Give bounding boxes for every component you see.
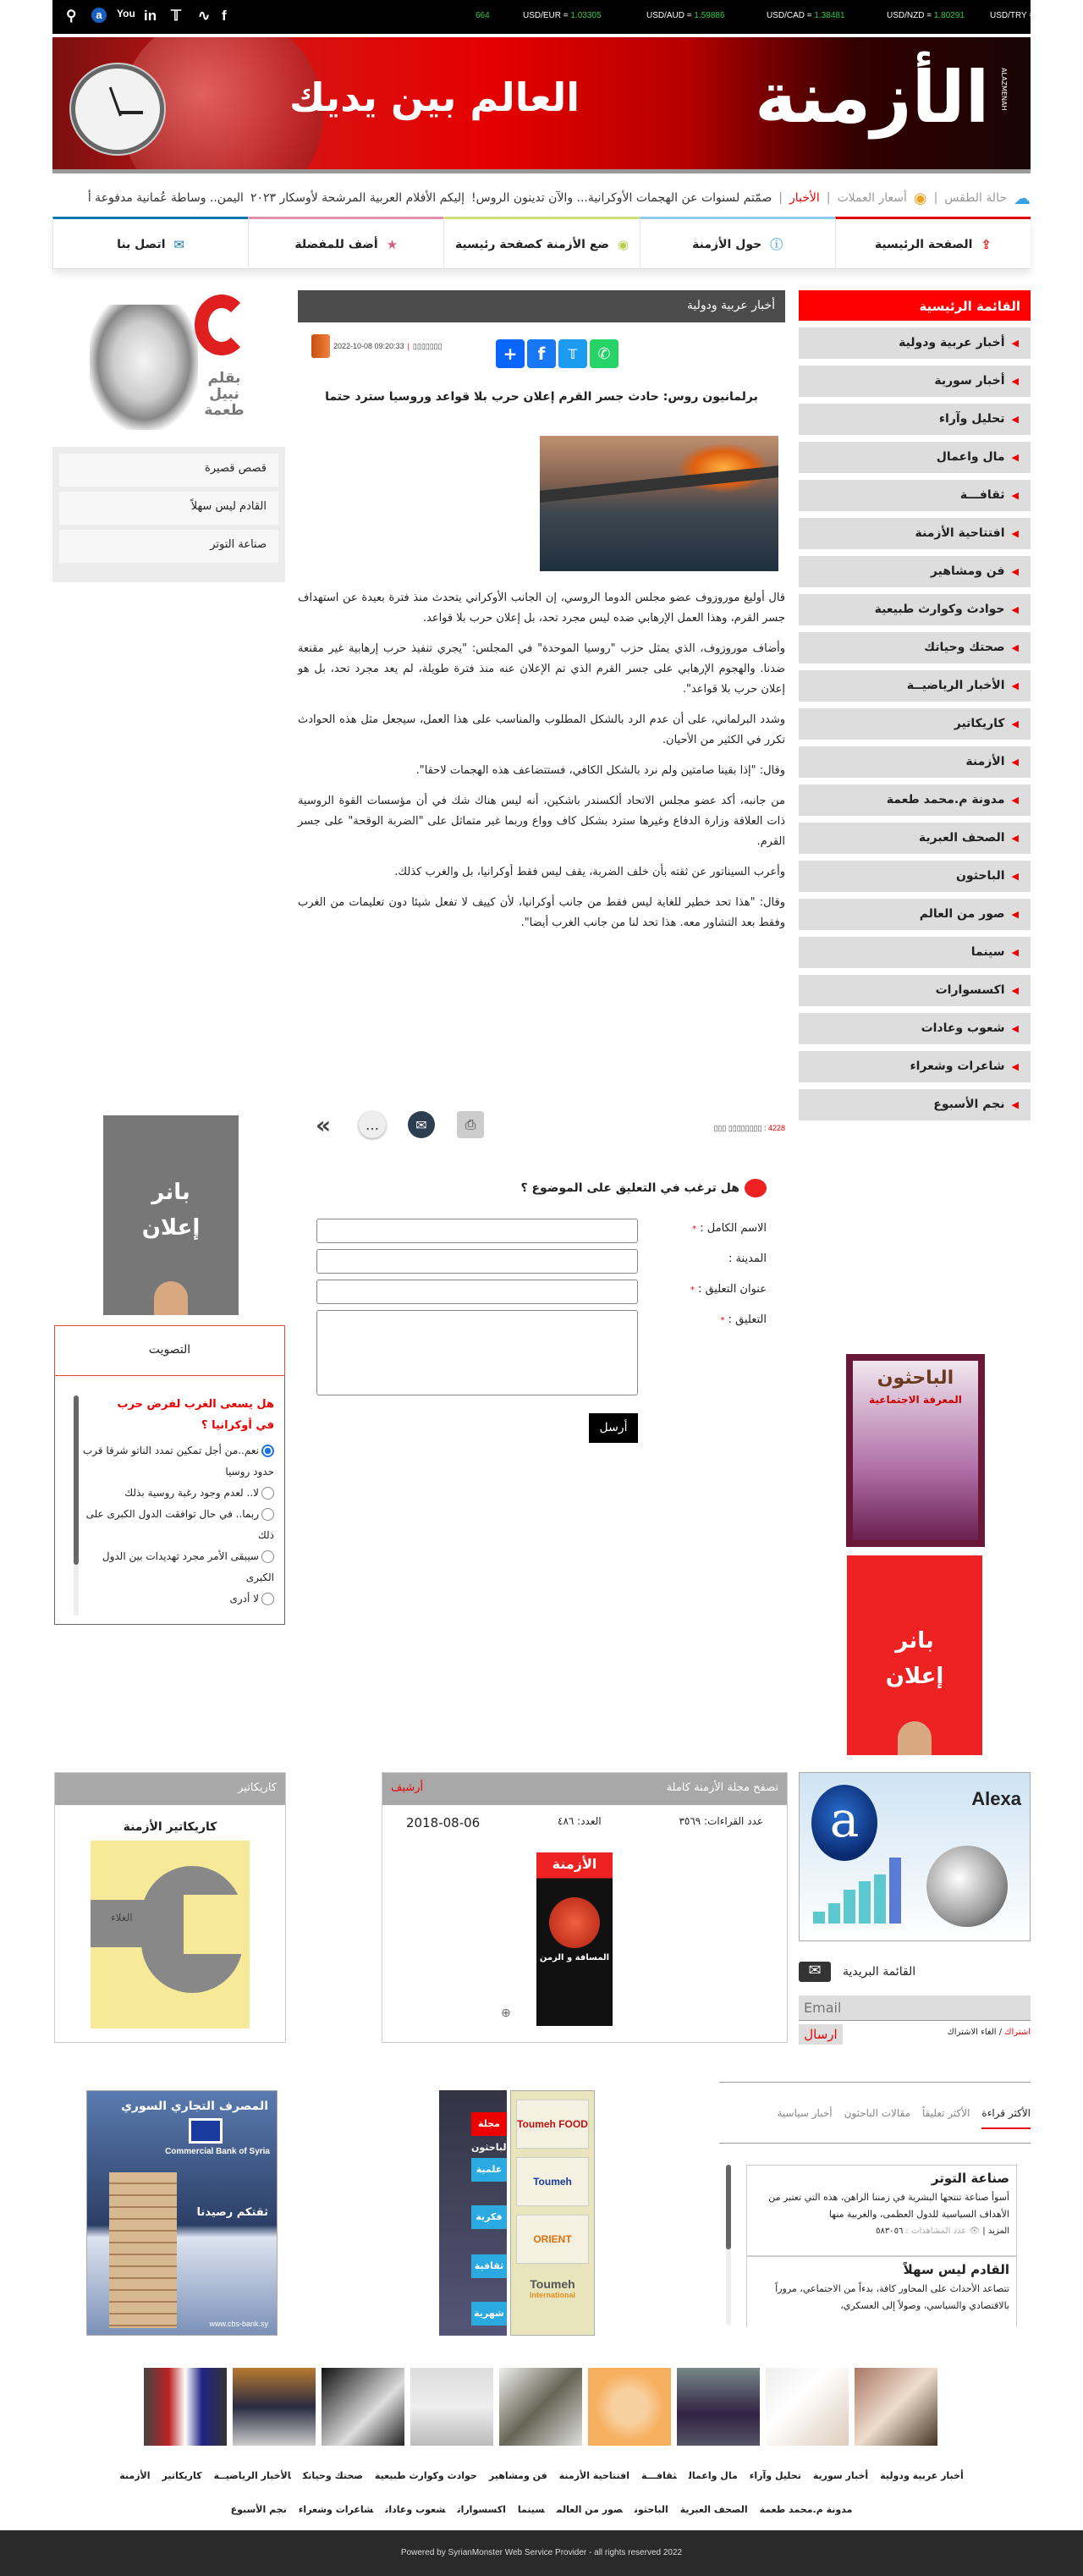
footer-nav-link[interactable]: الأخبار الرياضيــة — [213, 2470, 291, 2481]
field-city — [316, 1249, 785, 1274]
magazine-date: 2018-08-06 — [406, 1815, 481, 1830]
photo-thumb[interactable] — [855, 2368, 937, 2446]
field-fullname — [316, 1219, 785, 1244]
share-plus-button[interactable]: + — [496, 339, 525, 368]
article-views: ▯▯▯ ▯▯▯▯▯▯▯▯ : 4228 — [713, 1124, 785, 1132]
menu-item[interactable] — [799, 480, 1031, 511]
submit-comment-button[interactable]: أرسل — [589, 1413, 638, 1443]
caricature-caption: الغلاء — [111, 1912, 133, 1924]
caricature-header[interactable]: كاريكاتير — [55, 1773, 285, 1805]
caret-left-icon: ◀ — [1011, 604, 1019, 615]
poll-options — [80, 1440, 274, 1610]
rss-icon[interactable]: ∿ — [198, 8, 211, 24]
magazine-issue: العدد: ٤٨٦ — [558, 1815, 602, 1827]
menu-item-label: تحليل وآراء — [938, 412, 1005, 426]
article-paragraph: من جانبه، أكد عضو مجلس الاتحاد ألكسندر باشكين، أنه ليس هناك شك في أن مؤسسات القوة الروسية ذات العلاقة وزارة الدفاع وغيرها سترد بشكل كاف وواع وربما غير متماثل على "الضربة الوقحة" على جسر القرم. — [298, 795, 785, 848]
eye-icon: 👁 — [969, 2226, 981, 2236]
article-paragraph: وشدد البرلماني، على أن عدم الرد بالشكل المطلوب والمناسب على هذا العمل، سيجعل مثل هذه الحوادث تكرر في الكثير من الأحيان. — [298, 713, 785, 746]
poll-option-label: نعم..من أجل تمكين تمدد الناتو شرقا قرب حدود روسيا — [82, 1445, 274, 1478]
menu-item-label: فن ومشاهير — [930, 564, 1005, 578]
ad-child-image — [154, 1281, 188, 1315]
currency-rate: USD/AUD = 1.59886 — [646, 11, 725, 20]
ad-label: فكرية — [471, 2205, 507, 2229]
caret-left-icon: ◀ — [1011, 1099, 1019, 1110]
article-paragraph: وقال: "هذا تحد خطير للغاية ليس فقط من جانب أوكرانيا، لأن كييف لا تفعل شيئا دون تعليمات من الغرب وفقط بعد التشاور معه. هذا تحد لنا من جانب الغرب أيضا". — [298, 896, 785, 929]
footer-nav-link[interactable]: الباحثون — [634, 2504, 668, 2515]
alexa-widget[interactable] — [799, 1772, 1031, 1941]
menu-item-label: سينما — [970, 945, 1005, 959]
ad-title: المصرف التجاري السوري — [121, 2100, 268, 2113]
site-logo-sub: ALAZMENAH — [1000, 68, 1008, 111]
menu-item-label: أخبار سورية — [934, 374, 1005, 388]
nav-contact[interactable] — [52, 217, 248, 269]
currencies-link[interactable]: أسعار العملات — [837, 191, 907, 205]
twitter-icon[interactable]: 𝕋 — [171, 8, 182, 24]
email-icon[interactable]: ✉ — [408, 1111, 435, 1138]
weather-icon[interactable]: ☁ — [1014, 188, 1031, 208]
mailing-list — [799, 1962, 1031, 2045]
menu-item-label: شعوب وعادات — [921, 1021, 1005, 1035]
caret-left-icon: ◀ — [1011, 833, 1019, 844]
card-title: صناعة التوتر — [931, 2171, 1009, 2186]
menu-item[interactable] — [799, 784, 1031, 816]
main-nav — [52, 217, 1031, 269]
footer-nav-link[interactable]: مال واعمال — [688, 2470, 738, 2481]
share-buttons — [496, 339, 618, 368]
footer-nav-link[interactable]: مدونة م.محمد طعمة — [759, 2504, 853, 2515]
comment-icon[interactable]: … — [359, 1111, 386, 1138]
ad-banner-right[interactable] — [847, 1555, 982, 1755]
footer-copyright: Powered by SyrianMonster Web Service Provider - all rights reserved 2022 — [0, 2530, 1083, 2576]
toumeh-ad[interactable] — [510, 2090, 595, 2336]
article-author: ▯▯▯▯▯▯▯ — [412, 341, 443, 350]
author-link[interactable]: قصص قصيرة — [59, 454, 278, 487]
comment-form — [298, 1176, 785, 1456]
caret-left-icon: ◀ — [1011, 1023, 1019, 1034]
article-tools — [310, 1111, 484, 1138]
ad-label: ثقافية — [471, 2254, 507, 2278]
ad-brand: Toumeh — [516, 2157, 589, 2206]
menu-item[interactable] — [799, 1051, 1031, 1082]
menu-item[interactable] — [799, 442, 1031, 473]
menu-item[interactable] — [799, 937, 1031, 968]
homepage-icon: ◉ — [617, 236, 629, 252]
photo-thumb[interactable] — [144, 2368, 227, 2446]
menu-item-label: كاريكاتير — [954, 717, 1005, 730]
views-label: عدد المشاهدات : — [905, 2226, 967, 2236]
zoom-in-icon[interactable]: ⊕ — [501, 2006, 511, 2020]
field-label: التعليق : * — [720, 1313, 767, 1326]
article-body — [298, 588, 785, 944]
magazine-cover[interactable] — [536, 1852, 613, 2026]
ad-text: بانر — [895, 1628, 934, 1654]
magazine-header: تصفح مجلة الأزمنة كاملة — [666, 1781, 778, 1794]
footer-nav-link[interactable]: افتتاحية الأزمنة — [558, 2470, 630, 2481]
ad-magazine-subtitle: المعرفة الاجتماعية — [869, 1394, 962, 1406]
menu-item[interactable] — [799, 1013, 1031, 1044]
bahithoon-magazine-ad[interactable] — [846, 1354, 985, 1547]
footer-nav-link[interactable]: الأزمنة — [119, 2470, 151, 2481]
subscribe-link[interactable]: اشتراك — [1004, 2028, 1031, 2037]
caret-left-icon: ◀ — [1011, 338, 1019, 349]
ad-brand: Toumeh International — [529, 2277, 575, 2299]
alexa-icon[interactable]: a — [91, 8, 107, 23]
nav-label: ضع الأزمنة كصفحة رئيسية — [454, 237, 609, 251]
most-read-card[interactable] — [746, 2165, 1017, 2256]
author-box[interactable] — [85, 294, 254, 440]
cbs-logo — [189, 2118, 223, 2144]
ad-banner-left[interactable] — [103, 1115, 239, 1315]
site-logo[interactable]: الأزمنة — [755, 56, 990, 139]
twitter-share-button[interactable]: 𝕋 — [558, 339, 587, 368]
tab-most-commented[interactable]: الأكثر تعليقاً — [922, 2107, 970, 2119]
ad-name: Commercial Bank of Syria — [165, 2147, 270, 2156]
nav-label: اتصل بنا — [117, 237, 166, 251]
menu-item-label: حوادث وكوارث طبيعية — [874, 603, 1005, 616]
photo-thumb[interactable] — [588, 2368, 671, 2446]
ad-text: إعلان — [885, 1664, 944, 1689]
menu-item-label: الباحثون — [955, 869, 1005, 883]
menu-item-label: الأخبار الرياضيــة — [906, 679, 1005, 692]
caret-left-icon: ◀ — [1011, 795, 1019, 806]
poll-option-label: لا أدرى — [229, 1593, 259, 1604]
caret-left-icon: ◀ — [1011, 985, 1019, 996]
menu-item-label: مدونة م.محمد طعمة — [886, 793, 1005, 806]
poll-scrollbar[interactable] — [74, 1395, 79, 1616]
caret-left-icon: ◀ — [1011, 414, 1019, 425]
search-icon[interactable]: ⚲ — [66, 8, 77, 24]
cbs-bank-ad[interactable] — [86, 2090, 278, 2336]
ticker-item[interactable]: اليمن.. وساطة عُمانية مدفوعة أ — [87, 191, 244, 205]
poll-question: هل يسعى الغرب لفرض حرب في أوكرانيا ؟ — [117, 1398, 274, 1432]
menu-item-label: نجم الأسبوع — [933, 1098, 1005, 1111]
card-text: تتصاعد الأحداث على المحاور كافة، بدءاً من الاجتماعي، مروراً بالاقتصادي والسياسي، وصولاً إلى العسكري، — [775, 2283, 1009, 2311]
back-icon[interactable]: « — [315, 1110, 332, 1139]
tab-political-news[interactable]: أخبار سياسية — [777, 2107, 833, 2119]
alexa-logo-icon: a — [811, 1785, 877, 1861]
card-text: أسوأ صناعة تنتجها البشرية في زمننا الراهن، هذه التي تعتبر من الأهداف السياسية للدول العظمى، والغربية منها — [768, 2192, 1009, 2220]
contact-icon: ✉ — [173, 236, 185, 252]
card-title: القادم ليس سهلاً — [903, 2262, 1009, 2277]
article — [298, 290, 785, 1162]
field-comment-title — [316, 1280, 785, 1305]
whatsapp-share-button[interactable]: ✆ — [590, 339, 618, 368]
caret-left-icon: ◀ — [1011, 871, 1019, 882]
author-name: بقلم نبيل طعمة — [204, 370, 245, 419]
ad-magazine-title: الباحثون — [877, 1368, 954, 1389]
menu-item-label: ثقافـــة — [959, 488, 1005, 502]
tab-most-read[interactable]: الأكثر قراءة — [981, 2107, 1031, 2129]
footer-nav-link[interactable]: تحليل وآراء — [749, 2470, 801, 2481]
nav-favorites[interactable] — [248, 217, 443, 269]
menu-item[interactable] — [799, 861, 1031, 892]
send-button[interactable]: ارسال — [799, 2024, 843, 2045]
email-input[interactable] — [799, 1995, 1031, 2021]
menu-item-label: اكسسوارات — [935, 983, 1005, 997]
poll-option[interactable] — [80, 1588, 274, 1610]
footer-nav-link[interactable]: أخبار عربية ودولية — [880, 2470, 964, 2481]
footer-nav-link[interactable]: كاريكاتير — [162, 2470, 202, 2481]
comment-title-input[interactable] — [316, 1280, 638, 1304]
menu-item-label: أخبار عربية ودولية — [899, 336, 1005, 350]
author-link[interactable]: صناعة التوتر — [59, 530, 278, 563]
currency-rate: USD/TRY = — [990, 11, 1035, 20]
home-icon: ⇪ — [981, 236, 992, 252]
ticker-item[interactable]: صمّتم لسنوات عن الهجمات الأوكرانية... والآن تدينون الروس! — [471, 191, 772, 205]
news-ticker — [52, 179, 1031, 213]
menu-item[interactable] — [799, 1089, 1031, 1120]
ad-slogan: ثقتكم رصيدنا — [196, 2206, 268, 2219]
caret-left-icon: ◀ — [1011, 490, 1019, 501]
radio-button[interactable] — [261, 1593, 274, 1605]
separator: | — [933, 191, 938, 205]
caricature-title: كاريكاتير الأزمنة — [123, 1820, 217, 1834]
magazine-widget — [382, 1772, 788, 2043]
nav-set-homepage[interactable] — [443, 217, 639, 269]
caret-left-icon: ◀ — [1011, 642, 1019, 653]
banner-divider — [52, 169, 1031, 173]
footer-nav-link[interactable]: اكسسوارات — [457, 2504, 506, 2515]
field-label: المدينة : — [728, 1252, 767, 1265]
comment-textarea[interactable] — [316, 1310, 638, 1395]
most-read-scrollbar[interactable] — [726, 2165, 731, 2326]
footer-nav-link[interactable]: صحتك وحياتك — [302, 2470, 363, 2481]
poll-option[interactable] — [80, 1504, 274, 1546]
poll-title: التصويت — [54, 1325, 285, 1376]
mailing-title: القائمة البريدية — [843, 1965, 916, 1979]
photo-strip — [144, 2368, 941, 2447]
author-portrait — [90, 305, 198, 430]
footer-nav-link[interactable]: ثقافـــة — [641, 2470, 677, 2481]
ad-child-image — [898, 1721, 932, 1755]
article-paragraph: وقال: "إذا بقينا صامتين ولم نرد بالشكل الكافي، فستتضاعف هذه الهجمات لاحقا". — [415, 764, 785, 777]
menu-item-label: شاعرات وشعراء — [910, 1060, 1005, 1073]
footer-nav-link[interactable]: صور من العالم — [556, 2504, 623, 2515]
radio-button[interactable] — [261, 1550, 274, 1563]
menu-item[interactable] — [799, 404, 1031, 435]
linkedin-icon[interactable]: in — [144, 8, 157, 24]
news-label: الأخبار — [789, 191, 820, 205]
most-read-widget — [719, 2082, 1031, 2329]
header-banner[interactable] — [52, 37, 1031, 169]
cover-title: المسافة و الزمن — [539, 1953, 610, 1962]
radio-button[interactable] — [261, 1508, 274, 1521]
ad-text: إعلان — [141, 1215, 201, 1241]
nav-label: أضف للمفضلة — [294, 237, 378, 251]
author-links — [52, 447, 285, 582]
poll-option-label: سيبقى الأمر مجرد تهديدات بين الدول الكبرى — [102, 1550, 274, 1583]
city-input[interactable] — [316, 1249, 638, 1274]
comment-bubble-icon — [745, 1179, 767, 1197]
radio-button[interactable] — [261, 1487, 274, 1500]
field-label: الاسم الكامل : * — [692, 1222, 767, 1235]
caret-left-icon: ◀ — [1011, 452, 1019, 463]
menu-item[interactable] — [799, 670, 1031, 702]
footer-nav-link[interactable]: نجم الأسبوع — [230, 2504, 287, 2515]
footer-nav-link[interactable]: فن ومشاهير — [488, 2470, 547, 2481]
jenga-graphic — [109, 2172, 177, 2328]
photo-thumb[interactable] — [322, 2368, 404, 2446]
clock-graphic — [71, 64, 164, 154]
alexa-bars-graphic — [813, 1858, 901, 1924]
menu-item[interactable] — [799, 366, 1031, 397]
unsubscribe-link[interactable]: الغاء الاشتراك — [947, 2028, 997, 2037]
star-icon: ★ — [386, 236, 399, 252]
footer-nav-link[interactable]: حوادث وكوارث طبيعية — [374, 2470, 477, 2481]
print-icon[interactable]: ⎙ — [457, 1111, 484, 1138]
ticker-item[interactable]: إليكم الأفلام العربية المرشحة لأوسكار ٢٠٢٣ — [250, 191, 465, 205]
bahithoon-ad[interactable] — [439, 2090, 510, 2336]
footer-nav-link[interactable]: شاعرات وشعراء — [298, 2504, 374, 2515]
caret-left-icon: ◀ — [1011, 909, 1019, 920]
ad-brand: Toumeh FOOD — [516, 2100, 589, 2149]
ad-label: شهرية — [471, 2302, 507, 2326]
separator: | — [407, 342, 410, 350]
article-image — [540, 436, 778, 571]
photo-thumb[interactable] — [499, 2368, 582, 2446]
photo-thumb[interactable] — [410, 2368, 493, 2446]
currency-rate: USD/NZD = 1.80291 — [887, 11, 965, 20]
menu-item[interactable] — [799, 632, 1031, 663]
weather-link[interactable]: حالة الطقس — [944, 191, 1007, 205]
photo-thumb[interactable] — [766, 2368, 849, 2446]
menu-item[interactable] — [799, 746, 1031, 778]
info-icon: ⓘ — [770, 237, 783, 252]
separator: | — [826, 191, 831, 205]
alexa-brand: Alexa — [971, 1788, 1021, 1809]
most-read-card[interactable] — [746, 2256, 1017, 2327]
menu-item[interactable] — [799, 594, 1031, 625]
folder-icon — [311, 334, 330, 358]
nav-label: حول الأزمنة — [692, 237, 762, 251]
photo-thumb[interactable] — [233, 2368, 316, 2446]
menu-item-label: الصحف العبرية — [918, 831, 1005, 845]
menu-item-label: افتتاحية الأزمنة — [915, 526, 1005, 540]
nav-home[interactable] — [835, 217, 1031, 269]
poll-option-label: ربما.. في حال توافقت الدول الكبرى على ذلك — [85, 1508, 274, 1541]
article-category[interactable]: أخبار عربية ودولية — [298, 290, 785, 322]
comment-form-title: هل ترغب في التعليق على الموضوع ؟ — [298, 1176, 767, 1200]
caricature-image[interactable] — [91, 1841, 250, 2028]
nav-about[interactable] — [640, 217, 835, 269]
footer-nav-link[interactable]: الصحف العبرية — [679, 2504, 748, 2515]
subscription-links: اشتراك / الغاء الاشتراك — [947, 2028, 1031, 2037]
fullname-input[interactable] — [316, 1219, 638, 1243]
photo-thumb[interactable] — [677, 2368, 760, 2446]
caret-left-icon: ◀ — [1011, 680, 1019, 691]
nav-label: الصفحة الرئيسية — [874, 237, 973, 251]
footer-nav-link[interactable]: سينما — [517, 2504, 545, 2515]
menu-item[interactable] — [799, 975, 1031, 1006]
menu-item[interactable] — [799, 708, 1031, 740]
main-menu-title: القائمة الرئيسية — [799, 290, 1031, 321]
article-paragraph: وأضاف موروزوف، الذي يمثل حزب "روسيا الموحدة" في المجلس: "يجري تنفيذ حرب إرهابية غير مقنعة ضدنا. والهجوم الإرهابي على جسر القرم الذي تم الإعلان عنه منذ فترة طويلة، لم يعد مجرد تحد، بل هو إعلان حرب بلا قواعد". — [298, 642, 785, 696]
ad-label: علمية — [471, 2158, 507, 2182]
footer-nav-link[interactable]: شعوب وعادات — [385, 2504, 446, 2515]
footer-nav-link[interactable]: أخبار سورية — [812, 2470, 869, 2481]
radio-button[interactable] — [261, 1445, 274, 1457]
menu-item[interactable] — [799, 899, 1031, 930]
ad-label: مجلة الباحثون — [471, 2112, 507, 2136]
envelope-icon: ✉ — [799, 1962, 831, 1982]
currency-rate: USD/EUR = 1.03305 — [523, 11, 602, 20]
poll-option[interactable] — [80, 1546, 274, 1588]
ad-url: www.cbs-bank.sy — [209, 2320, 268, 2328]
facebook-share-button[interactable]: f — [527, 339, 556, 368]
tab-researchers-articles[interactable]: مقالات الباحثون — [844, 2107, 911, 2119]
menu-item[interactable] — [799, 518, 1031, 549]
facebook-icon[interactable]: f — [222, 8, 227, 24]
author-link[interactable]: القادم ليس سهلاً — [59, 492, 278, 525]
views-count: ٥٨٣٠٥٦ — [876, 2226, 904, 2236]
caret-left-icon: ◀ — [1011, 376, 1019, 387]
main-menu — [799, 290, 1031, 1120]
menu-item[interactable] — [799, 556, 1031, 587]
caricature-widget — [54, 1772, 286, 2043]
magazine-reads: عدد القراءات: ٣٥٦٩ — [679, 1815, 763, 1827]
article-meta — [311, 334, 443, 358]
caret-left-icon: ◀ — [1011, 1061, 1019, 1072]
currency-icon[interactable]: ◉ — [913, 189, 927, 207]
youtube-icon[interactable]: You — [117, 8, 135, 19]
currency-lead: 664 — [476, 11, 490, 20]
cover-logo: الأزمنة — [552, 1856, 597, 1872]
banner-slogan: العالم بين يديك — [289, 74, 580, 120]
author-logo-mark — [195, 294, 249, 355]
top-bar — [0, 0, 1083, 34]
caret-left-icon: ◀ — [1011, 947, 1019, 958]
menu-item[interactable] — [799, 328, 1031, 359]
poll-option-label: لا.. لعدم وجود رغبة روسية بذلك — [124, 1487, 259, 1499]
field-label: عنوان التعليق : * — [690, 1283, 767, 1296]
article-paragraph: وأعرب السيناتور عن ثقته بأن خلف الضربة، يقف ليس فقط أوكرانيا، بل والغرب كذلك. — [394, 866, 785, 878]
caret-left-icon: ◀ — [1011, 718, 1019, 729]
field-comment — [316, 1310, 785, 1396]
caret-left-icon: ◀ — [1011, 528, 1019, 539]
archive-link[interactable]: أرشيف — [391, 1781, 424, 1794]
caret-left-icon: ◀ — [1011, 757, 1019, 768]
menu-item-label: مال واعمال — [936, 450, 1005, 464]
poll — [54, 1325, 285, 1625]
footer-nav — [52, 2459, 1031, 2527]
article-paragraph: قال أوليغ موروزوف عضو مجلس الدوما الروسي، إن الجانب الأوكراني يتحدث منذ فترة بعيدة عن استهداف جسر القرم، وهذا العمل الإرهابي ضده ليس مجرد تحد، بل إعلان حرب بلا قواعد. — [298, 592, 785, 625]
poll-option[interactable] — [80, 1483, 274, 1504]
caret-left-icon: ◀ — [1011, 566, 1019, 577]
article-title: برلمانيون روس: حادث جسر القرم إعلان حرب بلا قواعد وروسيا سترد حتما — [325, 390, 758, 404]
article-datetime: 2022-10-08 09:20:33 — [333, 342, 404, 350]
globe-graphic — [926, 1846, 1008, 1927]
separator: | — [778, 191, 783, 205]
poll-option[interactable] — [80, 1440, 274, 1483]
menu-item-label: الأزمنة — [965, 755, 1005, 768]
menu-item-label: صحتك وحياتك — [924, 641, 1005, 654]
menu-item[interactable] — [799, 823, 1031, 854]
more-link[interactable]: المزيد | — [982, 2226, 1009, 2236]
currency-rate: USD/CAD = 1.38481 — [767, 11, 845, 20]
ad-text: بانر — [151, 1180, 190, 1205]
menu-item-label: صور من العالم — [919, 907, 1005, 921]
ad-brand: ORIENT — [516, 2215, 589, 2264]
